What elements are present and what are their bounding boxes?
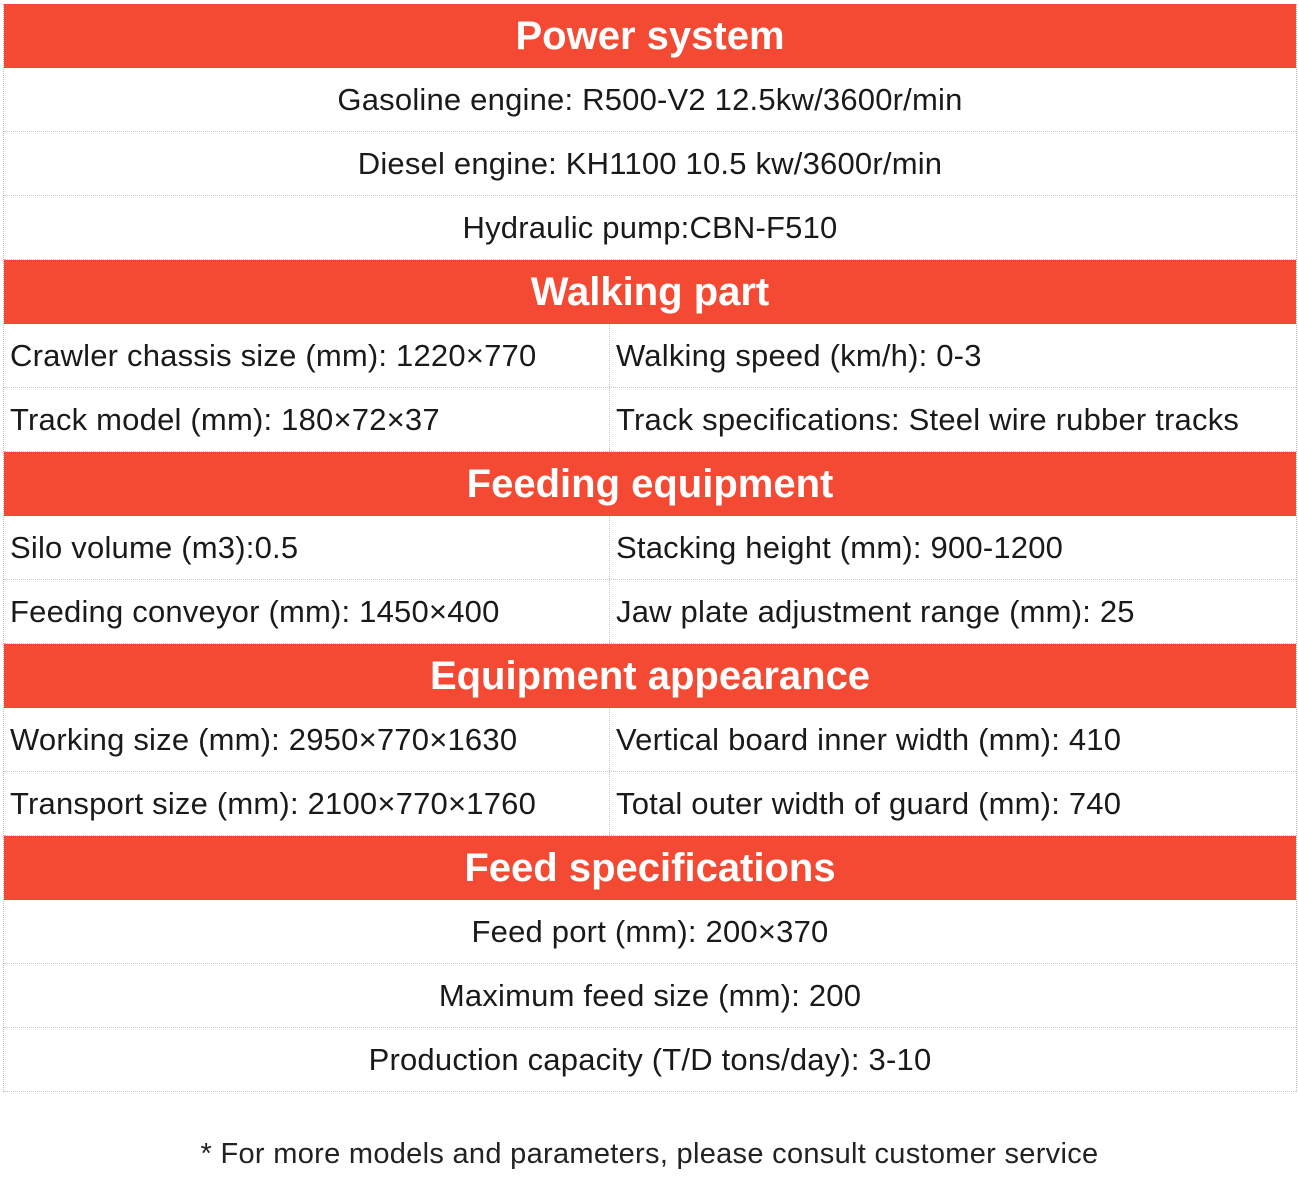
spec-crawler-chassis-size: Crawler chassis size (mm): 1220×770 [4,324,610,387]
section-title: Feed specifications [464,845,836,890]
spec-row [4,324,1296,388]
spec-row [4,68,1296,132]
spec-production-capacity: Production capacity (T/D tons/day): 3-10 [368,1041,932,1077]
section-header-walking-part [4,260,1296,324]
spec-diesel-engine: Diesel engine: KH1100 10.5 kw/3600r/min [357,145,943,181]
spec-table [3,4,1297,1092]
spec-guard-outer-width: Total outer width of guard (mm): 740 [616,785,1122,821]
section-title: Feeding equipment [466,461,834,506]
spec-row [4,964,1296,1028]
spec-stacking-height: Stacking height (mm): 900-1200 [616,529,1064,565]
spec-max-feed-size: Maximum feed size (mm): 200 [438,977,862,1013]
spec-vertical-board-width: Vertical board inner width (mm): 410 [616,721,1122,757]
spec-row [4,580,1296,644]
spec-gasoline-engine: Gasoline engine: R500-V2 12.5kw/3600r/min [337,81,963,117]
spec-jaw-plate-adjustment: Jaw plate adjustment range (mm): 25 [616,593,1135,629]
spec-track-model: Track model (mm): 180×72×37 [4,388,610,451]
spec-row [4,516,1296,580]
spec-row [4,772,1296,836]
section-title: Walking part [530,269,770,314]
spec-row [4,1028,1296,1092]
section-header-feeding-equipment [4,452,1296,516]
spec-feed-port: Feed port (mm): 200×370 [471,913,829,949]
spec-row [4,708,1296,772]
spec-silo-volume: Silo volume (m3):0.5 [4,516,610,579]
section-header-power-system [4,4,1296,68]
spec-row [4,132,1296,196]
spec-row [4,900,1296,964]
section-title: Power system [515,13,785,58]
spec-working-size: Working size (mm): 2950×770×1630 [4,708,610,771]
spec-transport-size: Transport size (mm): 2100×770×1760 [4,772,610,835]
spec-track-specifications: Track specifications: Steel wire rubber tracks [616,401,1240,437]
footnote: * For more models and parameters, please consult customer service [200,1138,1099,1170]
spec-row [4,388,1296,452]
section-header-equipment-appearance [4,644,1296,708]
spec-walking-speed: Walking speed (km/h): 0-3 [616,337,982,373]
spec-feeding-conveyor: Feeding conveyor (mm): 1450×400 [4,580,610,643]
spec-row [4,196,1296,260]
section-header-feed-specifications [4,836,1296,900]
spec-hydraulic-pump: Hydraulic pump:CBN-F510 [462,209,838,245]
section-title: Equipment appearance [429,653,871,698]
